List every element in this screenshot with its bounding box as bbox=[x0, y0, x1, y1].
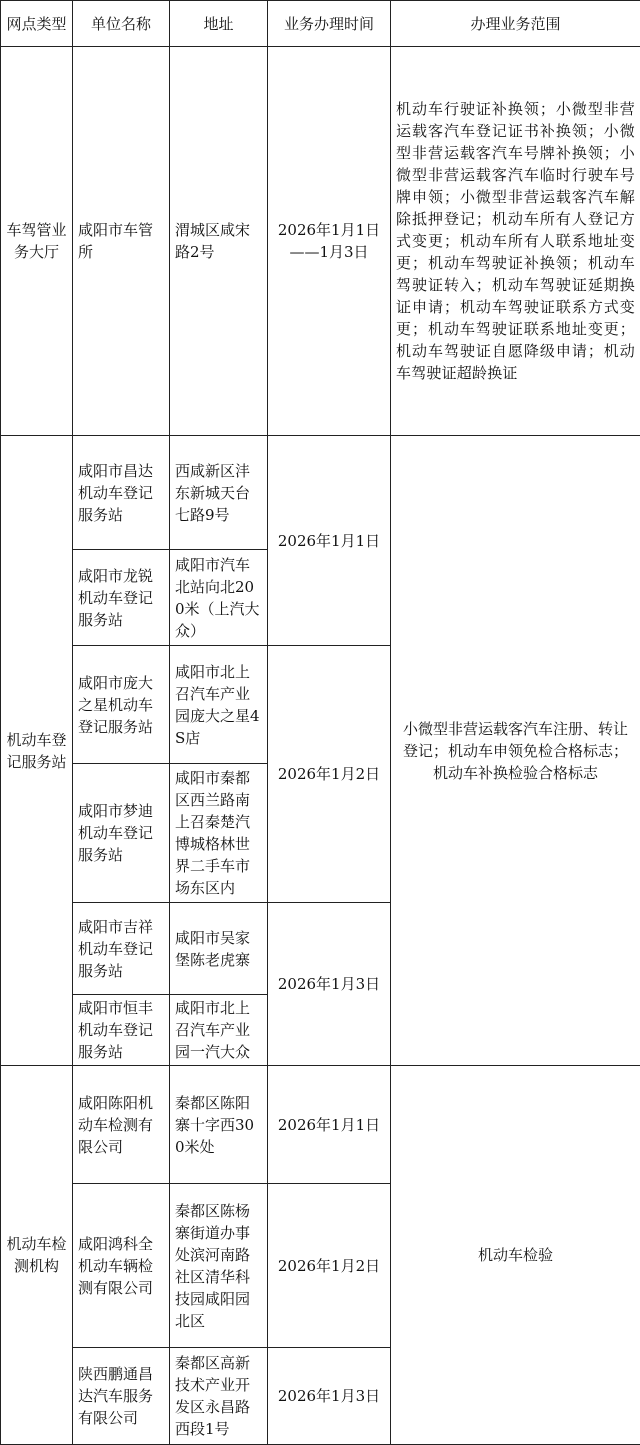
address: 咸阳市北上召汽车产业园一汽大众 bbox=[170, 995, 268, 1066]
service-time: 2026年1月3日 bbox=[268, 903, 391, 1066]
service-time: 2026年1月3日 bbox=[268, 1348, 391, 1445]
unit-name: 咸阳市龙锐机动车登记服务站 bbox=[73, 550, 170, 646]
table-row bbox=[1, 436, 640, 550]
header-row bbox=[1, 1, 640, 47]
address: 秦都区陈阳寨十字西300米处 bbox=[170, 1066, 268, 1184]
service-scope: 小微型非营运载客汽车注册、转让登记；机动车申领免检合格标志；机动车补换检验合格标志 bbox=[391, 436, 640, 1066]
unit-name: 咸阳市梦迪机动车登记服务站 bbox=[73, 764, 170, 903]
service-time: 2026年1月1日 bbox=[268, 436, 391, 646]
service-time: 2026年1月2日 bbox=[268, 1184, 391, 1348]
unit-name: 咸阳市吉祥机动车登记服务站 bbox=[73, 903, 170, 995]
unit-name: 陕西鹏通昌达汽车服务有限公司 bbox=[73, 1348, 170, 1445]
address: 咸阳市吴家堡陈老虎寨 bbox=[170, 903, 268, 995]
service-scope: 机动车行驶证补换领；小微型非营运载客汽车登记证书补换领；小微型非营运载客汽车号牌补换领；小微型非营运载客汽车临时行驶车号牌申领；小微型非营运载客汽车解除抵押登记；机动车所有人登记方式变更；机动车所有人联系地址变更；机动车驾驶证补换领；机动车驾驶证转入；机动车驾驶证延期换证申请；机动车驾驶证联系方式变更；机动车驾驶证联系地址变更；机动车驾驶证自愿降级申请；机动车驾驶证超龄换证 bbox=[391, 47, 640, 436]
header-address: 地址 bbox=[170, 1, 268, 47]
header-time: 业务办理时间 bbox=[268, 1, 391, 47]
address: 咸阳市北上召汽车产业园庞大之星4S店 bbox=[170, 646, 268, 764]
address: 咸阳市秦都区西兰路南上召秦楚汽博城格林世界二手车市场东区内 bbox=[170, 764, 268, 903]
unit-name: 咸阳市庞大之星机动车登记服务站 bbox=[73, 646, 170, 764]
address: 西咸新区沣东新城天台七路9号 bbox=[170, 436, 268, 550]
service-time: 2026年1月1日 bbox=[268, 1066, 391, 1184]
address: 秦都区高新技术产业开发区永昌路西段1号 bbox=[170, 1348, 268, 1445]
table-row bbox=[1, 1066, 640, 1184]
unit-name: 咸阳陈阳机动车检测有限公司 bbox=[73, 1066, 170, 1184]
table-row bbox=[1, 47, 640, 436]
unit-name: 咸阳市车管所 bbox=[73, 47, 170, 436]
header-type: 网点类型 bbox=[1, 1, 73, 47]
service-time: 2026年1月1日——1月3日 bbox=[268, 47, 391, 436]
service-scope: 机动车检验 bbox=[391, 1066, 640, 1445]
header-scope: 办理业务范围 bbox=[391, 1, 640, 47]
outlet-type: 机动车登记服务站 bbox=[1, 436, 73, 1066]
address: 咸阳市汽车北站向北200米（上汽大众） bbox=[170, 550, 268, 646]
outlet-type: 车驾管业务大厅 bbox=[1, 47, 73, 436]
unit-name: 咸阳市恒丰机动车登记服务站 bbox=[73, 995, 170, 1066]
address: 渭城区咸宋路2号 bbox=[170, 47, 268, 436]
service-time: 2026年1月2日 bbox=[268, 646, 391, 903]
unit-name: 咸阳市昌达机动车登记服务站 bbox=[73, 436, 170, 550]
address: 秦都区陈杨寨街道办事处滨河南路社区清华科技园咸阳园北区 bbox=[170, 1184, 268, 1348]
unit-name: 咸阳鸿科全机动车辆检测有限公司 bbox=[73, 1184, 170, 1348]
outlet-type: 机动车检测机构 bbox=[1, 1066, 73, 1445]
header-name: 单位名称 bbox=[73, 1, 170, 47]
